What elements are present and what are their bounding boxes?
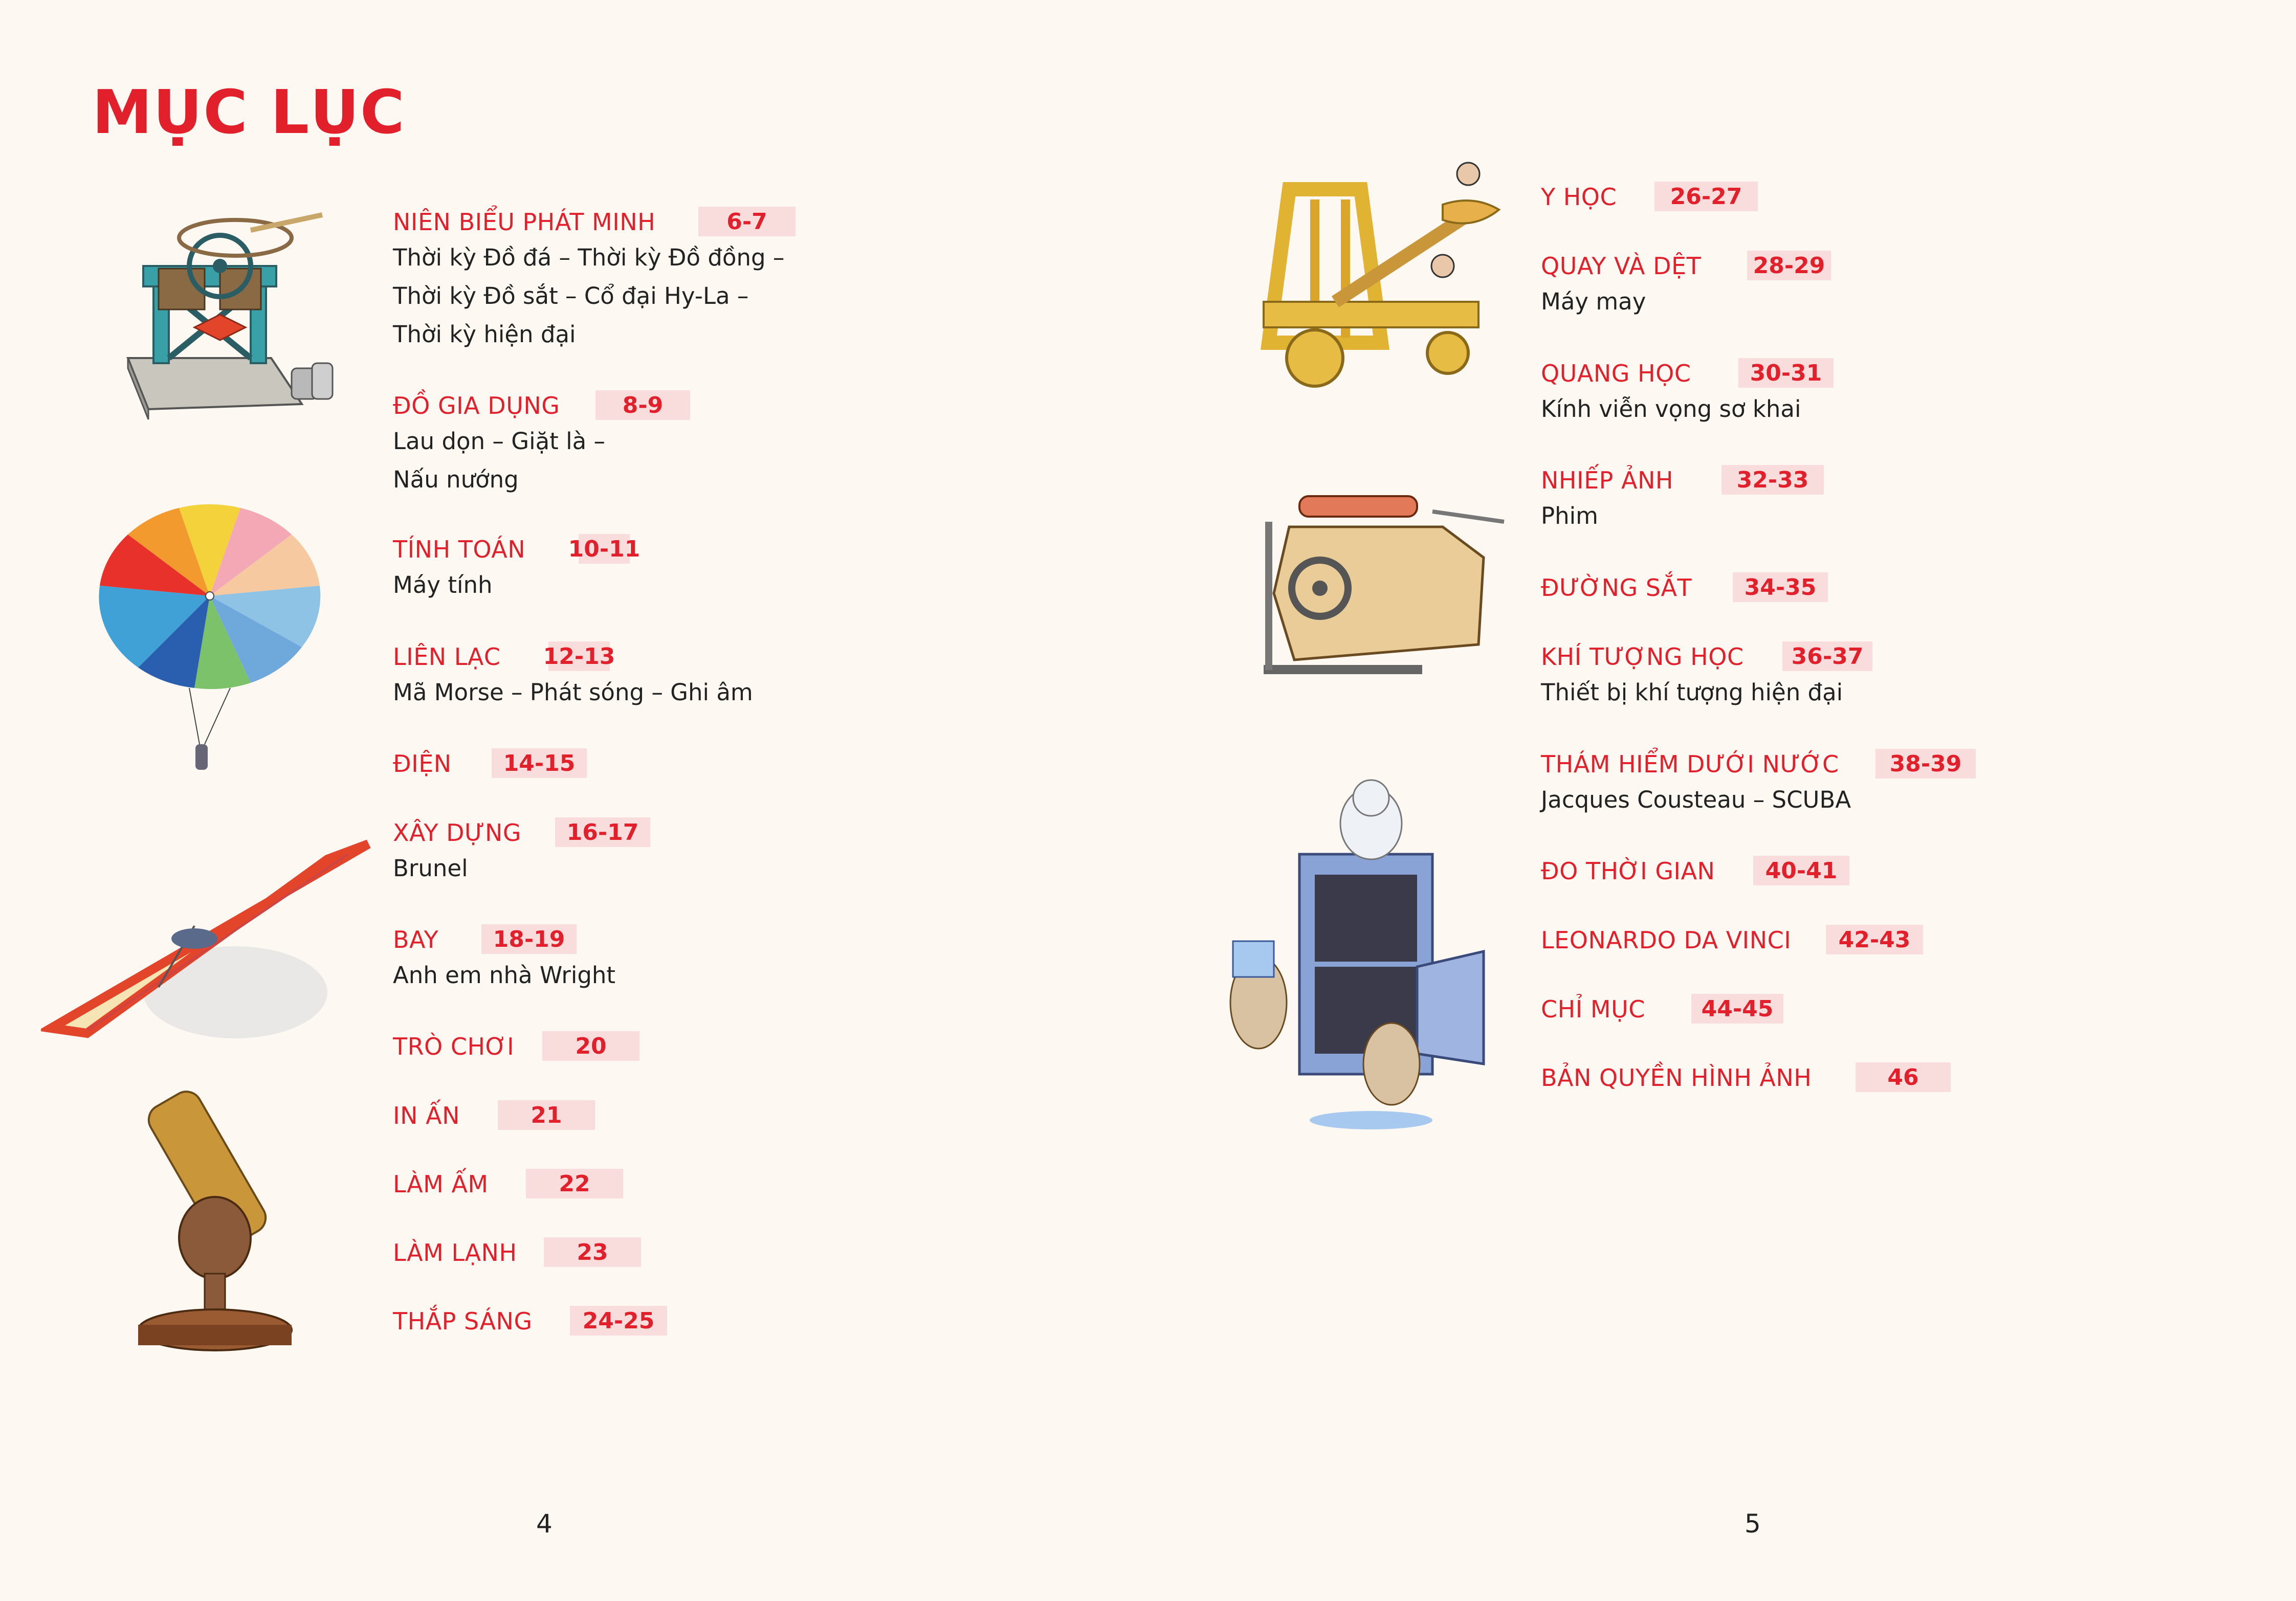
generator-machine-illustration — [118, 189, 343, 425]
toc-entry-title[interactable]: Y HỌC — [1541, 183, 1617, 211]
toc-page-range-badge[interactable]: 44-45 — [1691, 994, 1783, 1024]
toc-page-range-badge[interactable]: 38-39 — [1875, 749, 1976, 779]
toc-entry-title[interactable]: BAY — [393, 926, 439, 953]
toc-page-range-badge[interactable]: 30-31 — [1738, 358, 1834, 388]
toc-entry-title[interactable]: LÀM LẠNH — [393, 1239, 517, 1266]
toc-entry-title[interactable]: XÂY DỰNG — [393, 819, 522, 847]
toc-entry-title[interactable]: TRÒ CHƠI — [393, 1033, 515, 1060]
toc-entry-header — [393, 1305, 655, 1338]
page-number-right: 5 — [1745, 1509, 1761, 1539]
toc-entry[interactable] — [393, 1030, 607, 1063]
toc-entry[interactable] — [1541, 993, 1774, 1026]
toc-entry-header — [1541, 571, 1817, 604]
toc-entry-subtitle: Mã Morse – Phát sóng – Ghi âm — [393, 679, 753, 706]
toc-entry[interactable] — [393, 1305, 655, 1338]
toc-entry-subtitle: Thiết bị khí tượng hiện đại — [1541, 679, 1843, 706]
toc-entry-title[interactable]: KHÍ TƯỢNG HỌC — [1541, 643, 1744, 671]
toc-page-range-badge[interactable]: 22 — [526, 1169, 623, 1198]
toc-entry[interactable] — [393, 206, 784, 353]
toc-entry-header — [1541, 250, 1825, 282]
toc-entry-subtitle: Phim — [1541, 502, 1598, 529]
toc-page-range-badge[interactable]: 6-7 — [698, 207, 796, 236]
parachute-illustration — [87, 504, 333, 790]
toc-entry-subtitle: Máy tính — [393, 571, 493, 598]
toc-entry[interactable] — [393, 923, 615, 994]
toc-entry-title[interactable]: THÁM HIỂM DƯỚI NƯỚC — [1541, 750, 1839, 778]
toc-entry[interactable] — [393, 389, 664, 499]
toc-entry-subtitle: Máy may — [1541, 288, 1646, 315]
toc-entry-subtitle: Jacques Cousteau – SCUBA — [1541, 786, 1851, 813]
toc-entry-title[interactable]: QUANG HỌC — [1541, 360, 1691, 387]
washing-machine-illustration — [1253, 491, 1514, 685]
toc-page-range-badge[interactable]: 12-13 — [548, 641, 610, 671]
toc-page-range-badge[interactable]: 42-43 — [1826, 925, 1923, 954]
toc-entry-title[interactable]: ĐO THỜI GIAN — [1541, 857, 1715, 885]
toc-entry-header — [393, 640, 753, 673]
toc-page-range-badge[interactable]: 14-15 — [492, 748, 587, 778]
toc-entry[interactable] — [393, 1099, 562, 1132]
toc-entry[interactable] — [393, 747, 576, 780]
toc-entry[interactable] — [393, 640, 753, 711]
toc-entry-title[interactable]: NIÊN BIỂU PHÁT MINH — [393, 208, 656, 236]
toc-entry-header — [1541, 748, 1962, 781]
toc-entry-title[interactable]: LÀM ẤM — [393, 1170, 489, 1198]
toc-entry[interactable] — [1541, 748, 1962, 819]
toc-entry-header — [1541, 1061, 1919, 1094]
toc-entry-title[interactable]: BẢN QUYỀN HÌNH ẢNH — [1541, 1064, 1812, 1092]
toc-entry-subtitle: Lau dọn – Giặt là – — [393, 428, 605, 455]
toc-entry-header — [393, 1168, 590, 1200]
toc-entry-header — [393, 747, 576, 780]
toc-entry-header — [393, 816, 639, 849]
toc-entry[interactable] — [1541, 1061, 1919, 1094]
toc-page-range-badge[interactable]: 8-9 — [595, 390, 690, 420]
toc-entry-header — [1541, 357, 1822, 390]
toc-page-range-badge[interactable]: 32-33 — [1721, 465, 1824, 495]
toc-entry-header — [1541, 993, 1774, 1026]
toc-entry[interactable] — [1541, 181, 1742, 213]
toc-entry-title[interactable]: NHIẾP ẢNH — [1541, 466, 1673, 494]
toc-entry[interactable] — [1541, 571, 1817, 604]
toc-entry[interactable] — [393, 816, 639, 887]
toc-entry-header — [1541, 640, 1864, 673]
toc-entry[interactable] — [1541, 924, 1911, 957]
toc-entry-title[interactable]: THẮP SÁNG — [393, 1307, 533, 1335]
toc-page-range-badge[interactable]: 18-19 — [481, 924, 577, 954]
toc-entry-title[interactable]: ĐỒ GIA DỤNG — [393, 392, 560, 419]
toc-entry-subtitle: Kính viễn vọng sơ khai — [1541, 395, 1801, 423]
toc-entry-title[interactable]: IN ẤN — [393, 1102, 460, 1129]
toc-entry[interactable] — [1541, 640, 1864, 711]
toc-entry-subtitle: Thời kỳ Đồ đá – Thời kỳ Đồ đồng – — [393, 244, 785, 271]
toc-entry-title[interactable]: QUAY VÀ DỆT — [1541, 252, 1702, 280]
toc-entry-title[interactable]: LEONARDO DA VINCI — [1541, 926, 1792, 954]
toc-page-range-badge[interactable]: 16-17 — [555, 817, 650, 847]
toc-entry-header — [393, 1099, 562, 1132]
toc-entry-header — [393, 389, 664, 422]
toc-entry-subtitle: Thời kỳ Đồ sắt – Cổ đại Hy-La – — [393, 282, 749, 309]
toc-entry[interactable] — [1541, 357, 1822, 428]
hang-glider-illustration — [41, 839, 379, 1105]
toc-entry-header — [1541, 924, 1911, 957]
page-number-left: 4 — [536, 1509, 553, 1539]
toc-entry[interactable] — [393, 533, 641, 604]
toc-entry-header — [393, 1236, 608, 1269]
toc-page-range-badge[interactable]: 36-37 — [1782, 641, 1872, 671]
toc-entry-header — [393, 923, 615, 956]
toc-page-range-badge[interactable]: 20 — [542, 1031, 639, 1061]
toc-page-range-badge[interactable]: 40-41 — [1753, 856, 1849, 885]
toc-entry[interactable] — [1541, 464, 1809, 535]
toc-entry-header — [1541, 855, 1838, 887]
toc-entry-header — [393, 206, 784, 238]
toc-entry-subtitle: Nấu nướng — [393, 466, 519, 493]
page-title: MỤC LỤC — [92, 77, 406, 147]
toc-page-range-badge[interactable]: 28-29 — [1747, 251, 1831, 280]
toc-entry-subtitle: Brunel — [393, 855, 468, 882]
toc-entry-title[interactable]: CHỈ MỤC — [1541, 995, 1645, 1023]
toc-page-range-badge[interactable]: 24-25 — [570, 1306, 667, 1336]
toc-entry-subtitle: Anh em nhà Wright — [393, 962, 616, 989]
toc-page-range-badge[interactable]: 34-35 — [1733, 572, 1828, 602]
telescope-illustration — [138, 1079, 322, 1355]
toc-entry-header — [1541, 181, 1742, 213]
toc-entry-header — [393, 1030, 607, 1063]
catapult-illustration — [1253, 148, 1514, 404]
toc-page-range-badge[interactable]: 23 — [544, 1237, 641, 1267]
toc-entry-title[interactable]: TÍNH TOÁN — [393, 536, 526, 563]
toc-entry[interactable] — [393, 1168, 590, 1200]
toc-entry-title[interactable]: ĐIỆN — [393, 750, 452, 777]
ice-box-illustration — [1218, 777, 1504, 1136]
toc-page-range-badge[interactable]: 21 — [498, 1100, 595, 1130]
toc-page-range-badge[interactable]: 10-11 — [579, 534, 630, 564]
toc-entry[interactable] — [393, 1236, 608, 1269]
toc-entry-subtitle: Thời kỳ hiện đại — [393, 321, 576, 348]
toc-page-range-badge[interactable]: 46 — [1856, 1062, 1951, 1092]
toc-entry[interactable] — [1541, 250, 1825, 321]
toc-entry[interactable] — [1541, 855, 1838, 887]
toc-entry-header — [1541, 464, 1809, 497]
toc-page-range-badge[interactable]: 26-27 — [1654, 182, 1758, 211]
toc-entry-header — [393, 533, 641, 566]
toc-entry-title[interactable]: ĐƯỜNG SẮT — [1541, 574, 1692, 602]
toc-entry-title[interactable]: LIÊN LẠC — [393, 643, 501, 671]
